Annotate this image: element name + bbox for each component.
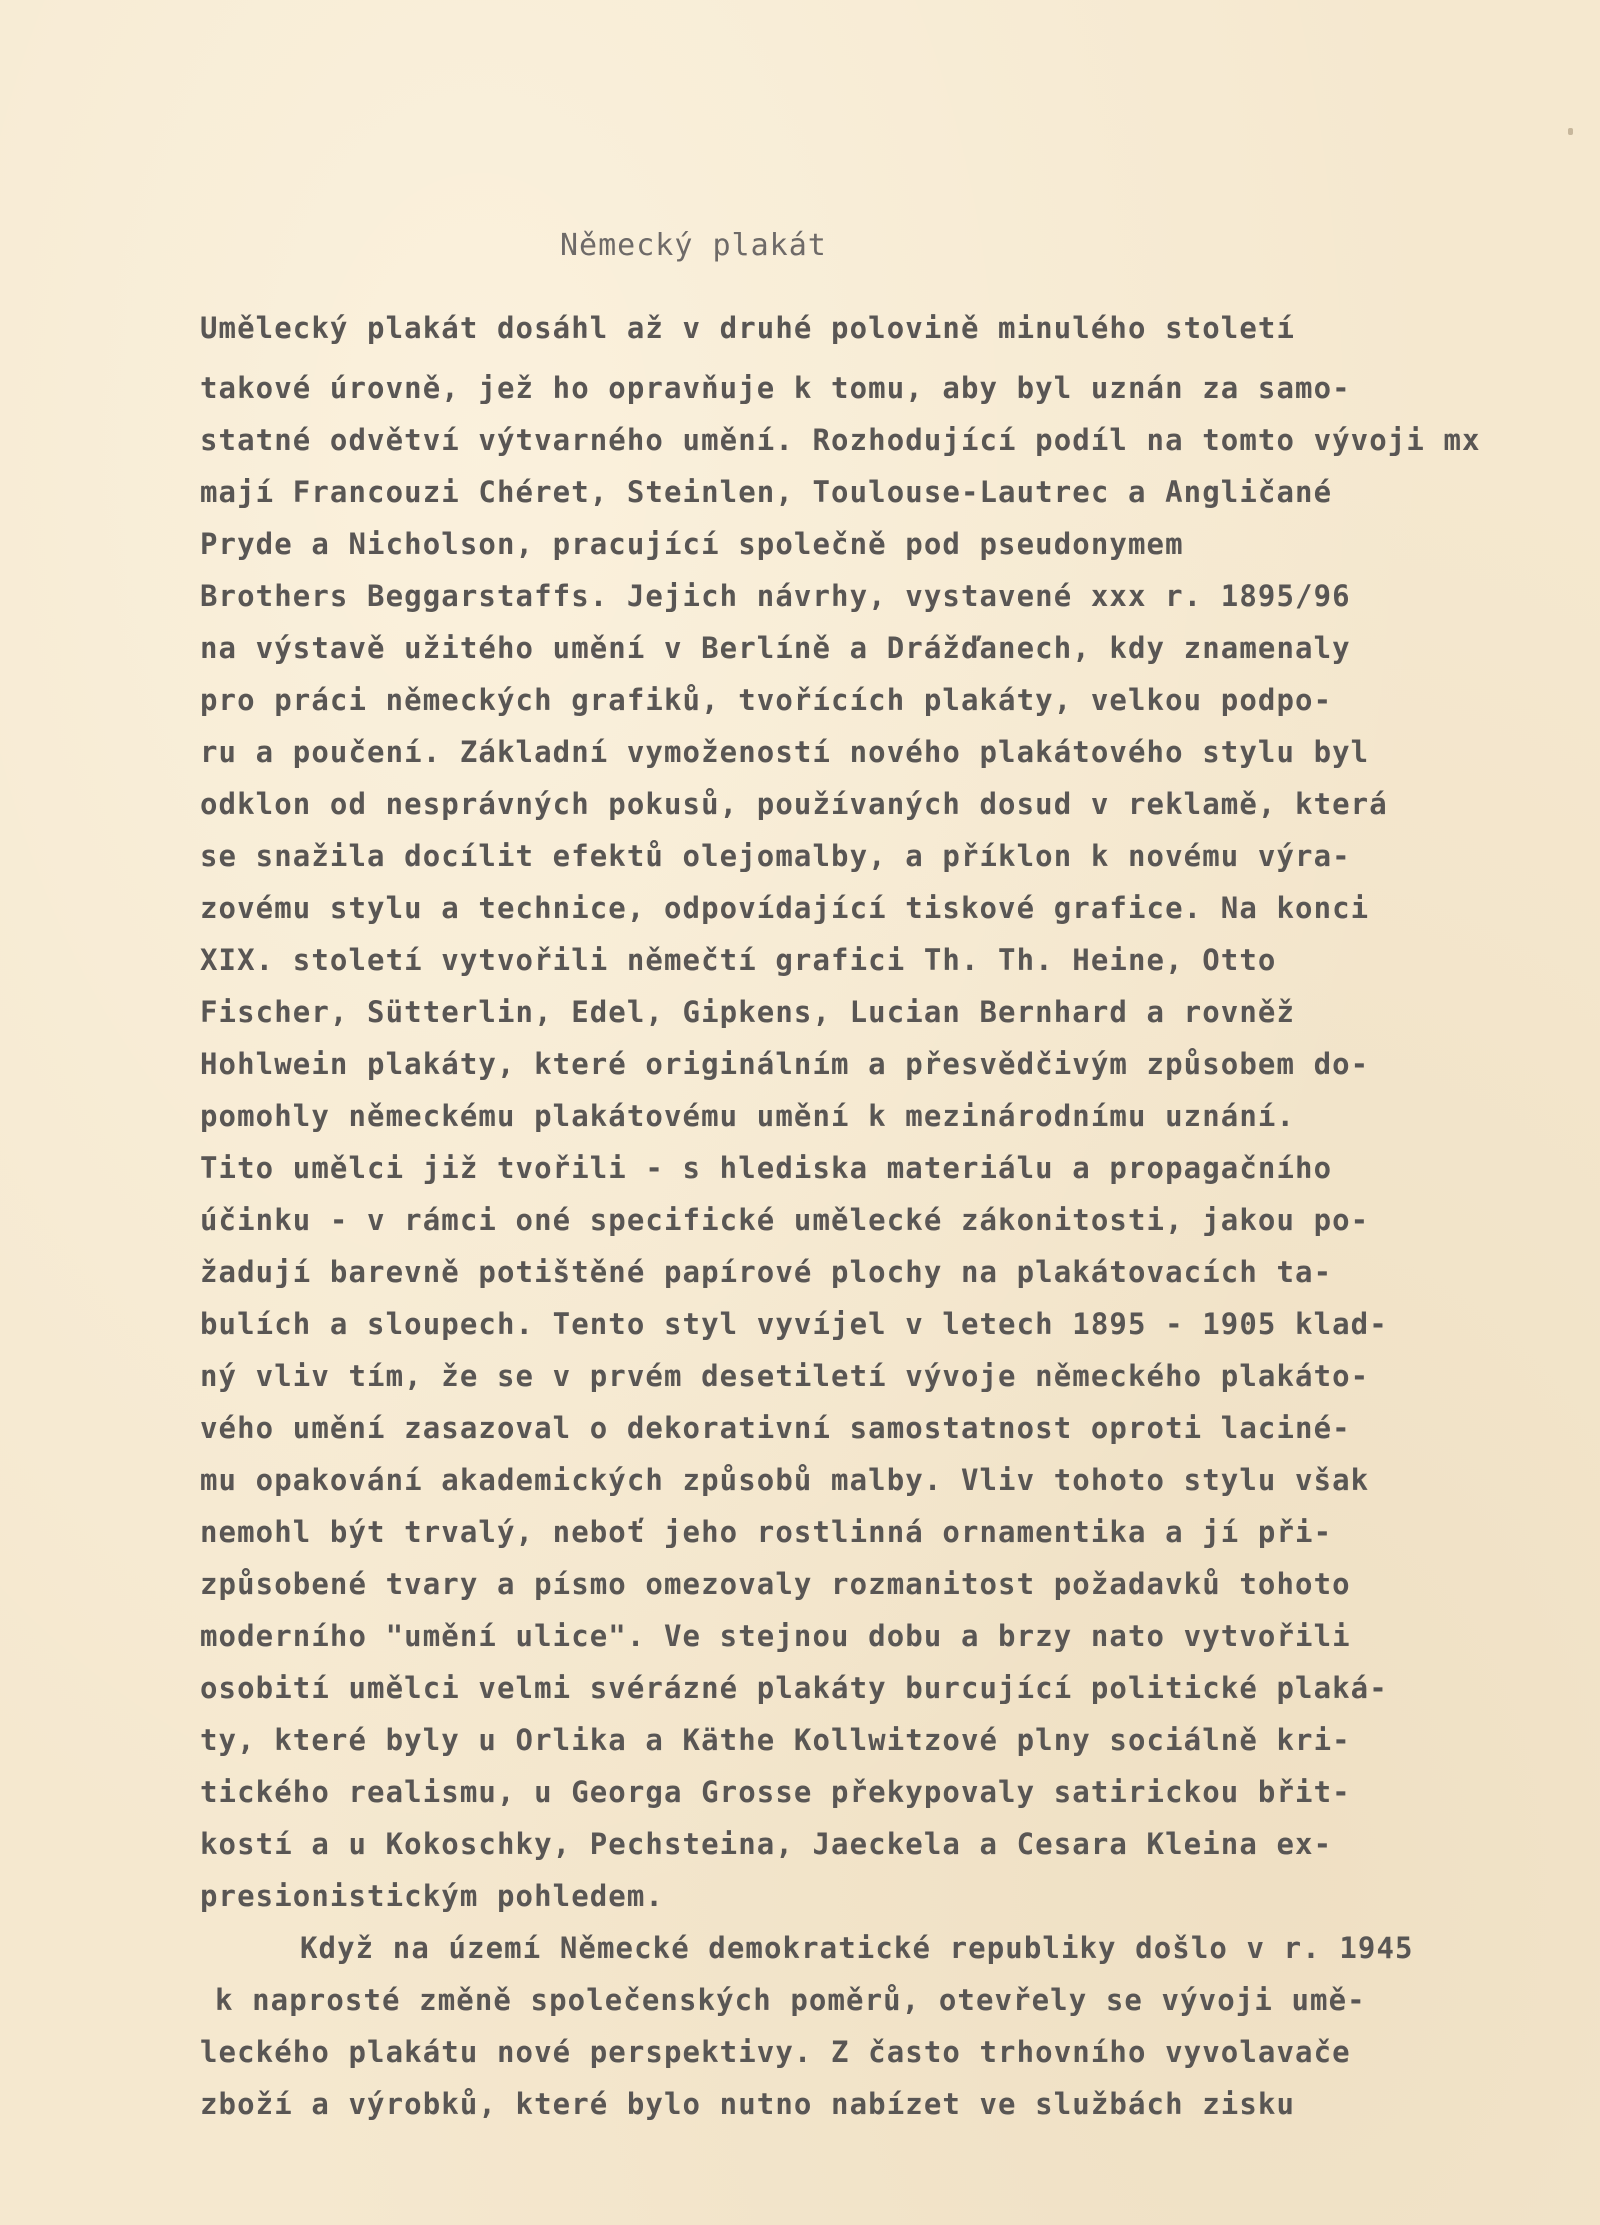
text-line: účinku - v rámci oné specifické umělecké zákonitosti, jakou po-: [200, 1203, 1370, 1237]
text-line: osobití umělci velmi svérázné plakáty burcující politické plaká-: [200, 1671, 1388, 1705]
text-line: odklon od nesprávných pokusů, používaných dosud v reklamě, která: [200, 787, 1388, 821]
text-line: Když na území Německé demokratické republiky došlo v r. 1945: [300, 1931, 1414, 1965]
text-line: zovému stylu a technice, odpovídající tiskové grafice. Na konci: [200, 891, 1370, 925]
text-line: způsobené tvary a písmo omezovaly rozmanitost požadavků tohoto: [200, 1567, 1351, 1601]
text-line: Hohlwein plakáty, které originálním a přesvědčivým způsobem do-: [200, 1047, 1370, 1081]
text-line: na výstavě užitého umění v Berlíně a Drážďanech, kdy znamenaly: [200, 631, 1351, 665]
paper-speck: [1568, 128, 1573, 135]
text-line: takové úrovně, jež ho opravňuje k tomu, aby byl uznán za samo-: [200, 371, 1351, 405]
text-line: ty, které byly u Orlika a Käthe Kollwitzové plny sociálně kri-: [200, 1723, 1351, 1757]
text-line: tického realismu, u Georga Grosse překypovaly satirickou břit-: [200, 1775, 1351, 1809]
text-line: Umělecký plakát dosáhl až v druhé polovině minulého století: [200, 311, 1296, 345]
text-line: Fischer, Sütterlin, Edel, Gipkens, Lucian Bernhard a rovněž: [200, 995, 1296, 1029]
text-line: kostí a u Kokoschky, Pechsteina, Jaeckela a Cesara Kleina ex-: [200, 1827, 1333, 1861]
text-line: mu opakování akademických způsobů malby. Vliv tohoto stylu však: [200, 1463, 1370, 1497]
text-line: XIX. století vytvořili němečtí grafici Th. Th. Heine, Otto: [200, 943, 1277, 977]
text-line: Brothers Beggarstaffs. Jejich návrhy, vystavené xxx r. 1895/96: [200, 579, 1351, 613]
text-line: ru a poučení. Základní vymožeností nového plakátového stylu byl: [200, 735, 1370, 769]
text-line: žadují barevně potištěné papírové plochy na plakátovacích ta-: [200, 1255, 1333, 1289]
page-title: Německý plakát: [560, 228, 827, 263]
text-line: ný vliv tím, že se v prvém desetiletí vývoje německého plakáto-: [200, 1359, 1370, 1393]
text-line: Pryde a Nicholson, pracující společně pod pseudonymem: [200, 527, 1184, 561]
text-line: presionistickým pohledem.: [200, 1879, 664, 1913]
text-line: bulích a sloupech. Tento styl vyvíjel v letech 1895 - 1905 klad-: [200, 1307, 1388, 1341]
text-line: mají Francouzi Chéret, Steinlen, Toulouse-Lautrec a Angličané: [200, 475, 1333, 509]
text-line: k naprosté změně společenských poměrů, otevřely se vývoji umě-: [215, 1983, 1366, 2017]
text-line: Tito umělci již tvořili - s hlediska materiálu a propagačního: [200, 1151, 1333, 1185]
text-line: leckého plakátu nové perspektivy. Z často trhovního vyvolavače: [200, 2035, 1351, 2069]
text-line: pro práci německých grafiků, tvořících plakáty, velkou podpo-: [200, 683, 1333, 717]
text-line: moderního "umění ulice". Ve stejnou dobu a brzy nato vytvořili: [200, 1619, 1351, 1653]
text-line: vého umění zasazoval o dekorativní samostatnost oproti laciné-: [200, 1411, 1351, 1445]
text-line: pomohly německému plakátovému umění k mezinárodnímu uznání.: [200, 1099, 1296, 1133]
text-line: se snažila docílit efektů olejomalby, a příklon k novému výra-: [200, 839, 1351, 873]
text-line: statné odvětví výtvarného umění. Rozhodující podíl na tomto vývoji mx: [200, 423, 1481, 457]
text-line: nemohl být trvalý, neboť jeho rostlinná ornamentika a jí při-: [200, 1515, 1333, 1549]
text-line: zboží a výrobků, které bylo nutno nabízet ve službách zisku: [200, 2087, 1296, 2121]
